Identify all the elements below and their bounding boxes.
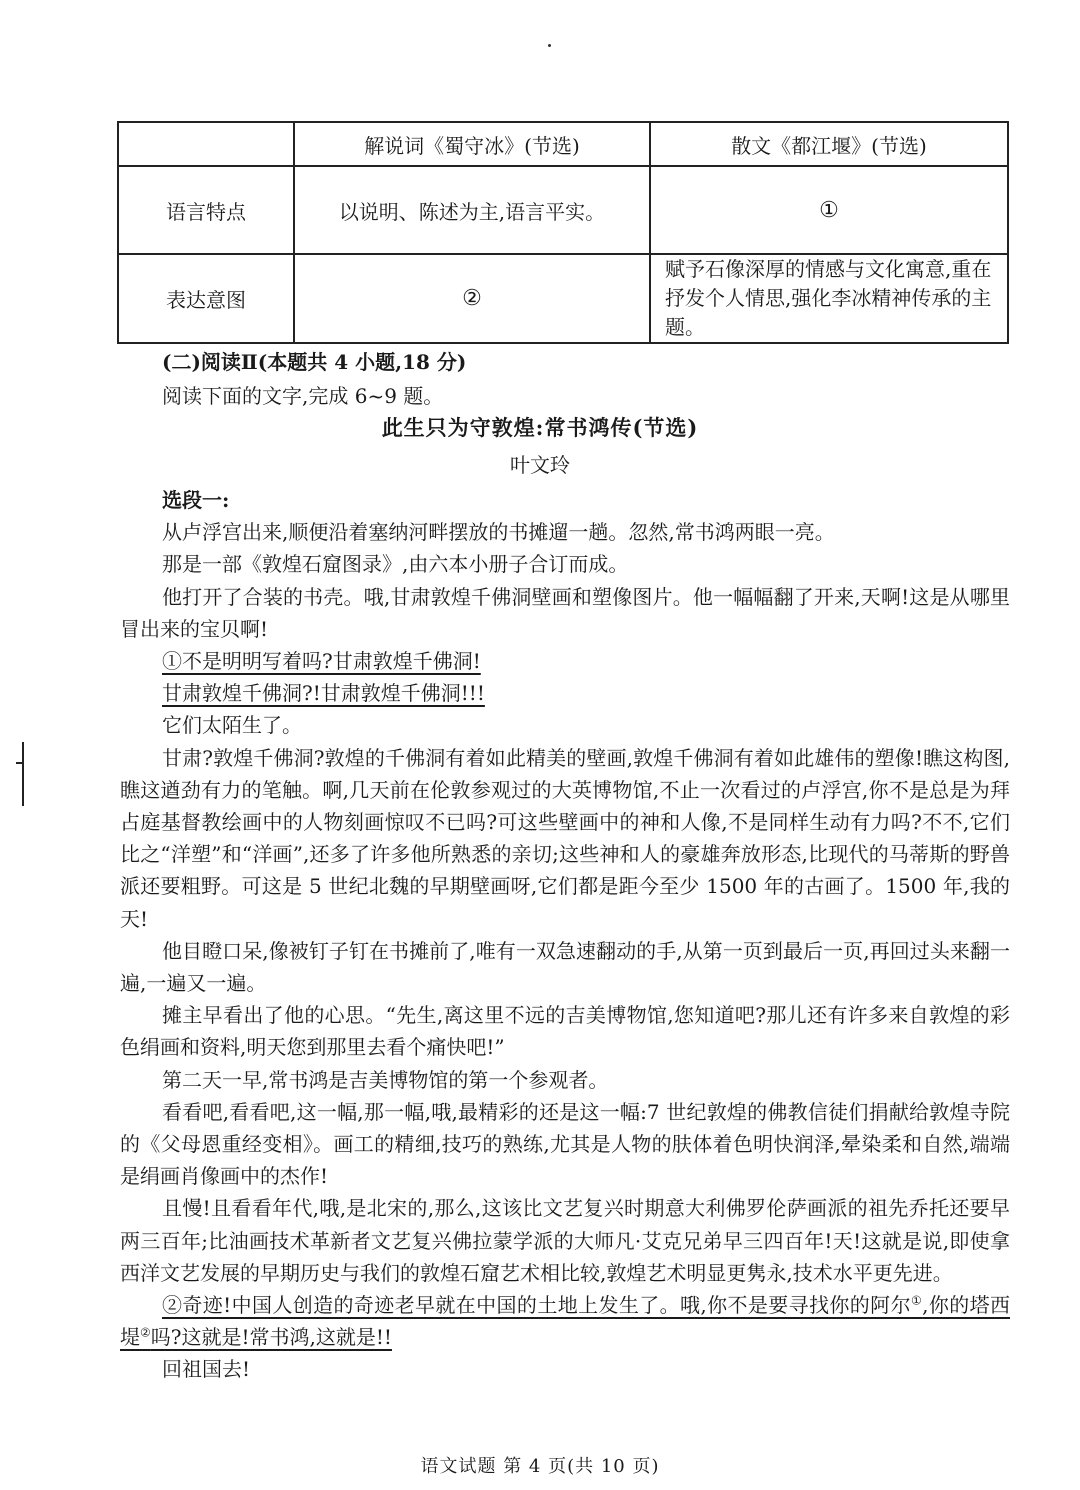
paragraph-underlined-1 [120,645,1010,677]
table-col-header-jieshuoci: 解说词《蜀守冰》(节选) [294,122,650,166]
table-corner-cell [118,122,294,166]
section-heading: (二)阅读Ⅱ(本题共 4 小题,18 分) [162,350,467,374]
segment-label: 选段一: [162,488,230,512]
table-col-header-sanwen: 散文《都江堰》(节选) [650,122,1008,166]
underlined-sentence: 甘肃敦煌千佛洞?!甘肃敦煌千佛洞!!! [162,681,485,706]
paragraph: 它们太陌生了。 [162,713,302,738]
paragraph: 那是一部《敦煌石窟图录》,由六本小册子合订而成。 [162,552,629,577]
paragraph: 从卢浮宫出来,顺便沿着塞纳河畔摆放的书摊遛一趟。忽然,常书鸿两眼一亮。 [162,520,835,545]
paragraph: 且慢!且看看年代,哦,是北宋的,那么,这该比文艺复兴时期意大利佛罗伦萨画派的祖先乔托还要早两三百年;比油画技术革新者文艺复兴佛拉蒙学派的大师凡·艾克兄弟早三四百年!天!这就是说,即使拿西洋文艺发展的早期历史与我们的敦煌石窟艺术相比较,敦煌艺术明显更隽永,技术水平更先进。 [120,1196,1010,1285]
paragraph: 他打开了合装的书壳。哦,甘肃敦煌千佛洞壁画和塑像图片。他一幅幅翻了开来,天啊!这是从哪里冒出来的宝贝啊! [120,584,1010,641]
paragraph: 看看吧,看看吧,这一幅,那一幅,哦,最精彩的还是这一幅:7 世纪敦煌的佛教信徒们捐献给敦煌寺院的《父母恩重经变相》。画工的精细,技巧的熟练,尤其是人物的肤体着色明快润泽,晕染柔和自然,端端是绢画肖像画中的杰作! [120,1099,1010,1189]
text-run: ②奇迹!中国人创造的奇迹老早就在中国的土地上发生了。哦,你不是要寻找你的阿尔 [162,1293,911,1318]
footnote-ref-2: ② [140,1325,151,1340]
table-row-label: 表达意图 [118,254,294,343]
paragraph-underlined-1b [120,677,1010,709]
article-title: 此生只为守敦煌:常书鸿传(节选) [381,415,699,440]
paragraph: 第二天一早,常书鸿是吉美博物馆的第一个参观者。 [162,1067,609,1092]
binding-margin-mark [22,742,24,806]
table-cell: 以说明、陈述为主,语言平实。 [294,166,650,254]
article-body [120,484,1010,1386]
table-cell: 赋予石像深厚的情感与文化寓意,重在抒发个人情思,强化李冰精神传承的主题。 [650,254,1008,343]
table-header-row [118,122,1008,166]
footnote-ref-1: ① [910,1293,923,1308]
underlined-sentence: ①不是明明写着吗?甘肃敦煌千佛洞! [162,649,481,674]
paragraph: 甘肃?敦煌千佛洞?敦煌的千佛洞有着如此精美的壁画,敦煌千佛洞有着如此雄伟的塑像!瞧这构图,瞧这遒劲有力的笔触。啊,几天前在伦敦参观过的大英博物馆,不止一次看过的卢浮宫,你不是总是为拜占庭基督教绘画中的人物刻画惊叹不已吗?可这些壁画中的神和人像,不是同样生动有力吗?不不,它们比之“洋塑”和“洋画”,还多了许多他所熟悉的亲切;这些神和人的豪雄奔放形态,比现代的马蒂斯的野兽派还要粗野。可这是 5 世纪北魏的早期壁画呀,它们都是距今至少 1500 年的古画了。1500 年,我的天! [120,745,1010,931]
table-row-language [118,166,1008,254]
paragraph-underlined-2 [120,1289,1010,1353]
table-blank-2: ② [294,254,650,343]
paragraph: 摊主早看出了他的心思。“先生,离这里不远的吉美博物馆,您知道吧?那儿还有许多来自敦煌的彩色绢画和资料,明天您到那里去看个痛快吧!” [120,1003,1010,1060]
text-run: ,你的塔西堤 [120,1293,1010,1350]
comparison-table [117,121,1009,344]
table-row-intent [118,254,1008,343]
table-blank-1: ① [650,166,1008,254]
article-author: 叶文玲 [510,453,570,477]
underlined-sentence [120,1293,1010,1349]
section-instruction: 阅读下面的文字,完成 6~9 题。 [162,384,444,408]
text-run: 吗?这就是!常书鸿,这就是!! [150,1325,392,1350]
table-row-label: 语言特点 [118,166,294,254]
paragraph: 他目瞪口呆,像被钉子钉在书摊前了,唯有一双急速翻动的手,从第一页到最后一页,再回过头来翻一遍,一遍又一遍。 [120,938,1010,996]
paper-speck [548,44,551,47]
page-footer: 语文试题 第 4 页(共 10 页) [420,1456,660,1477]
paragraph: 回祖国去! [162,1357,251,1382]
